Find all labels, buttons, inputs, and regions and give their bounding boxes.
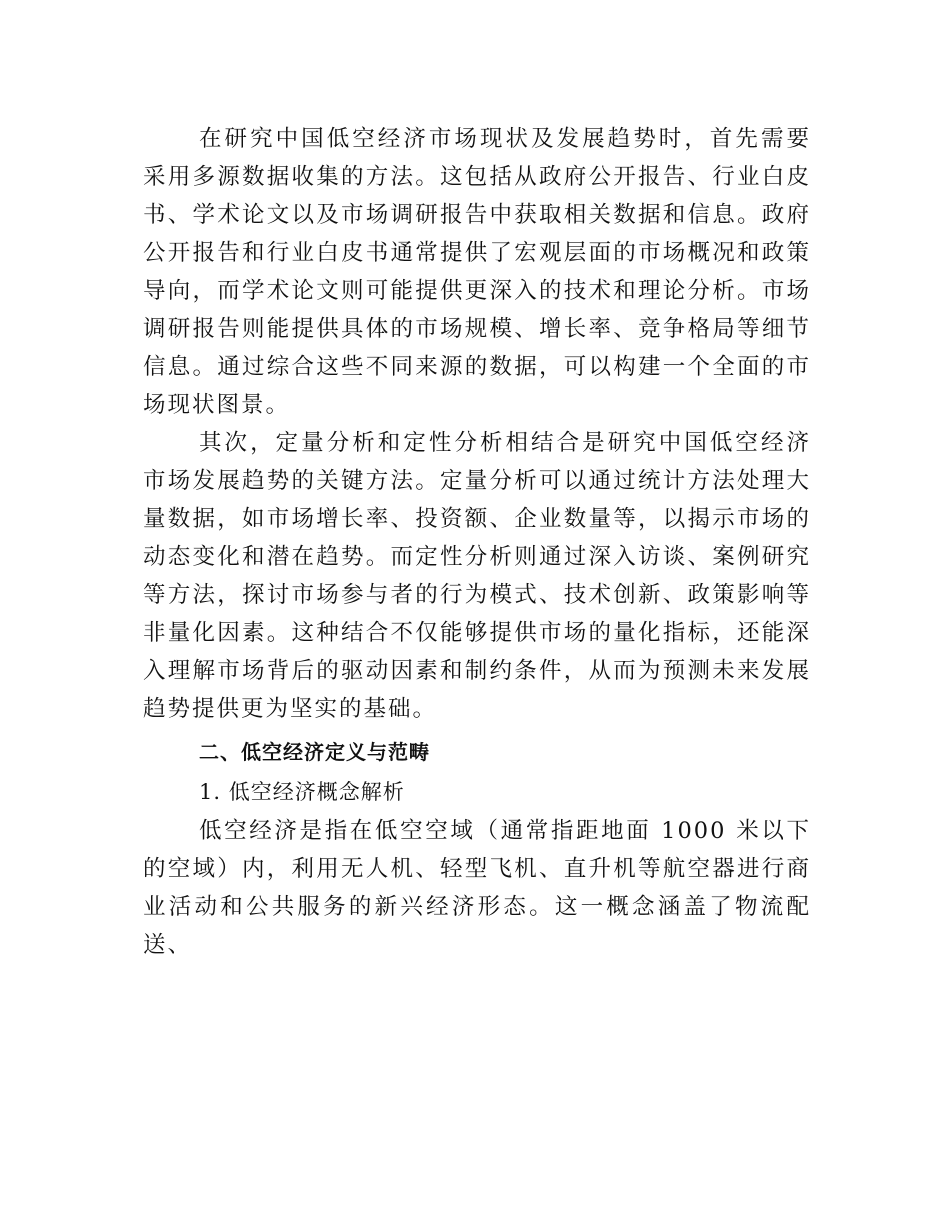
document-body	[143, 120, 811, 964]
spacer	[143, 728, 811, 730]
paragraph-data-collection: 在研究中国低空经济市场现状及发展趋势时，首先需要采用多源数据收集的方法。这包括从政府公开报告、行业白皮书、学术论文以及市场调研报告中获取相关数据和信息。政府公开报告和行业白皮书通常提供了宏观层面的市场概况和政策导向，而学术论文则可能提供更深入的技术和理论分析。市场调研报告则能提供具体的市场规模、增长率、竞争格局等细节信息。通过综合这些不同来源的数据，可以构建一个全面的市场现状图景。	[143, 126, 811, 418]
section-heading: 二、低空经济定义与范畴	[199, 740, 430, 764]
paragraph-definition: 低空经济是指在低空空域（通常指距地面 1000 米以下的空域）内，利用无人机、轻型飞机、直升机等航空器进行商业活动和公共服务的新兴经济形态。这一概念涵盖了物流配送、	[143, 818, 811, 958]
paragraph-analysis-methods: 其次，定量分析和定性分析相结合是研究中国低空经济市场发展趋势的关键方法。定量分析可以通过统计方法处理大量数据，如市场增长率、投资额、企业数量等，以揭示市场的动态变化和潜在趋势。而定性分析则通过深入访谈、案例研究等方法，探讨市场参与者的行为模式、技术创新、政策影响等非量化因素。这种结合不仅能够提供市场的量化指标，还能深入理解市场背后的驱动因素和制约条件，从而为预测未来发展趋势提供更为坚实的基础。	[143, 430, 811, 722]
subsection-heading: 1. 低空经济概念解析	[199, 780, 405, 804]
